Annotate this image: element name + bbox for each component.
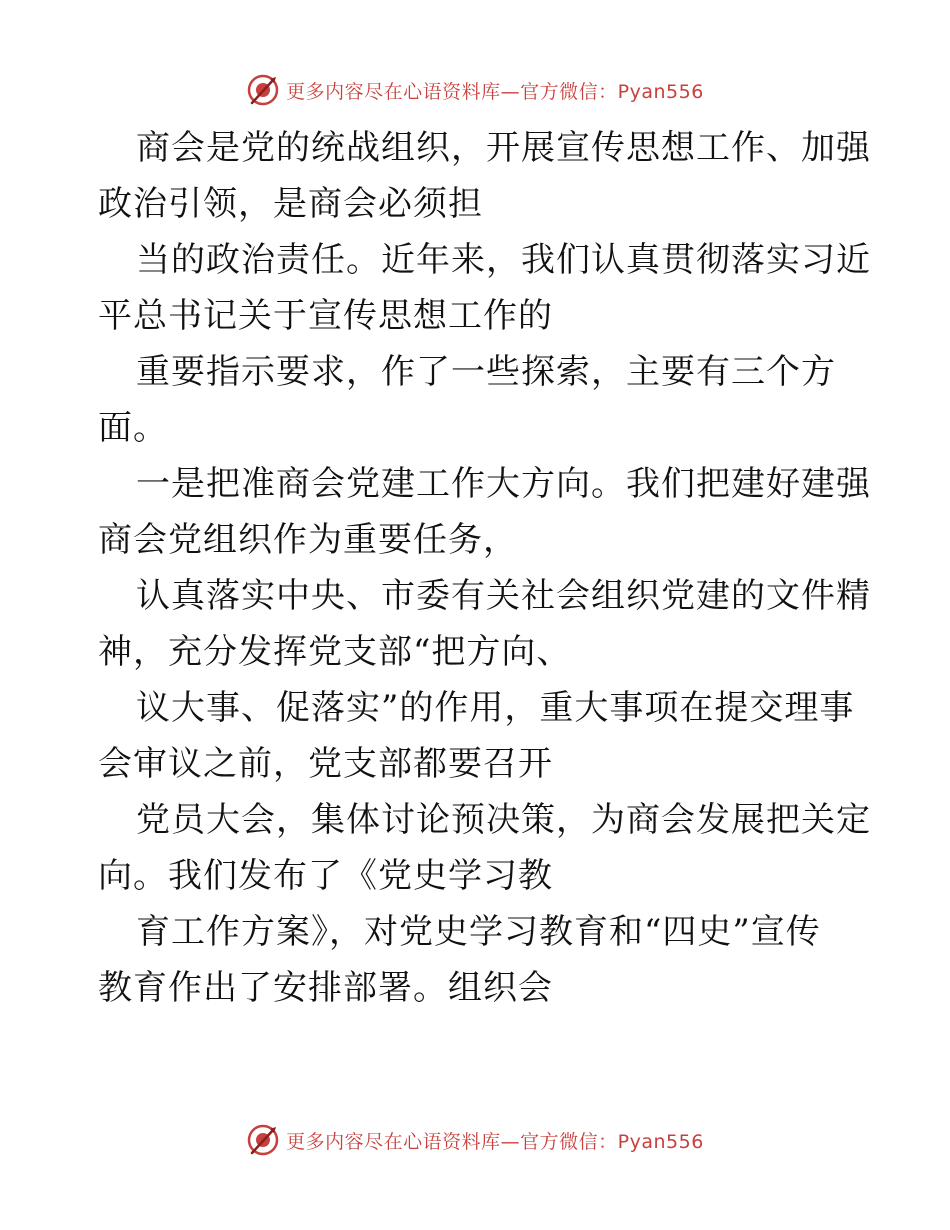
body-line: 面。 xyxy=(98,408,168,448)
body-line: 神，充分发挥党支部“把方向、 xyxy=(98,632,572,672)
footer-banner xyxy=(0,1122,950,1158)
body-line: 商会是党的统战组织，开展宣传思想工作、加强 xyxy=(136,128,871,168)
body-line: 会审议之前，党支部都要召开 xyxy=(98,744,553,784)
body-line: 平总书记关于宣传思想工作的 xyxy=(98,296,553,336)
body-line: 重要指示要求，作了一些探索，主要有三个方 xyxy=(136,352,836,392)
quill-logo-icon xyxy=(246,73,280,107)
body-line: 党员大会，集体讨论预决策，为商会发展把关定 xyxy=(136,800,871,840)
body-line: 认真落实中央、市委有关社会组织党建的文件精 xyxy=(136,576,871,616)
body-line: 向。我们发布了《党史学习教 xyxy=(98,856,553,896)
footer-banner-text: 更多内容尽在心语资料库—官方微信：Pyan556 xyxy=(286,1130,704,1153)
quill-logo-icon xyxy=(246,1123,280,1157)
body-line: 一是把准商会党建工作大方向。我们把建好建强 xyxy=(136,464,871,504)
body-line: 育工作方案》，对党史学习教育和“四史”宣传 xyxy=(136,912,821,952)
header-banner-text: 更多内容尽在心语资料库—官方微信：Pyan556 xyxy=(286,80,704,103)
body-line: 当的政治责任。近年来，我们认真贯彻落实习近 xyxy=(136,240,871,280)
body-line: 教育作出了安排部署。组织会 xyxy=(98,968,553,1008)
body-line: 商会党组织作为重要任务， xyxy=(98,520,518,560)
body-line: 议大事、促落实”的作用，重大事项在提交理事 xyxy=(136,688,855,728)
body-line: 政治引领，是商会必须担 xyxy=(98,184,483,224)
header-banner xyxy=(0,72,950,108)
document-body xyxy=(98,120,871,1016)
